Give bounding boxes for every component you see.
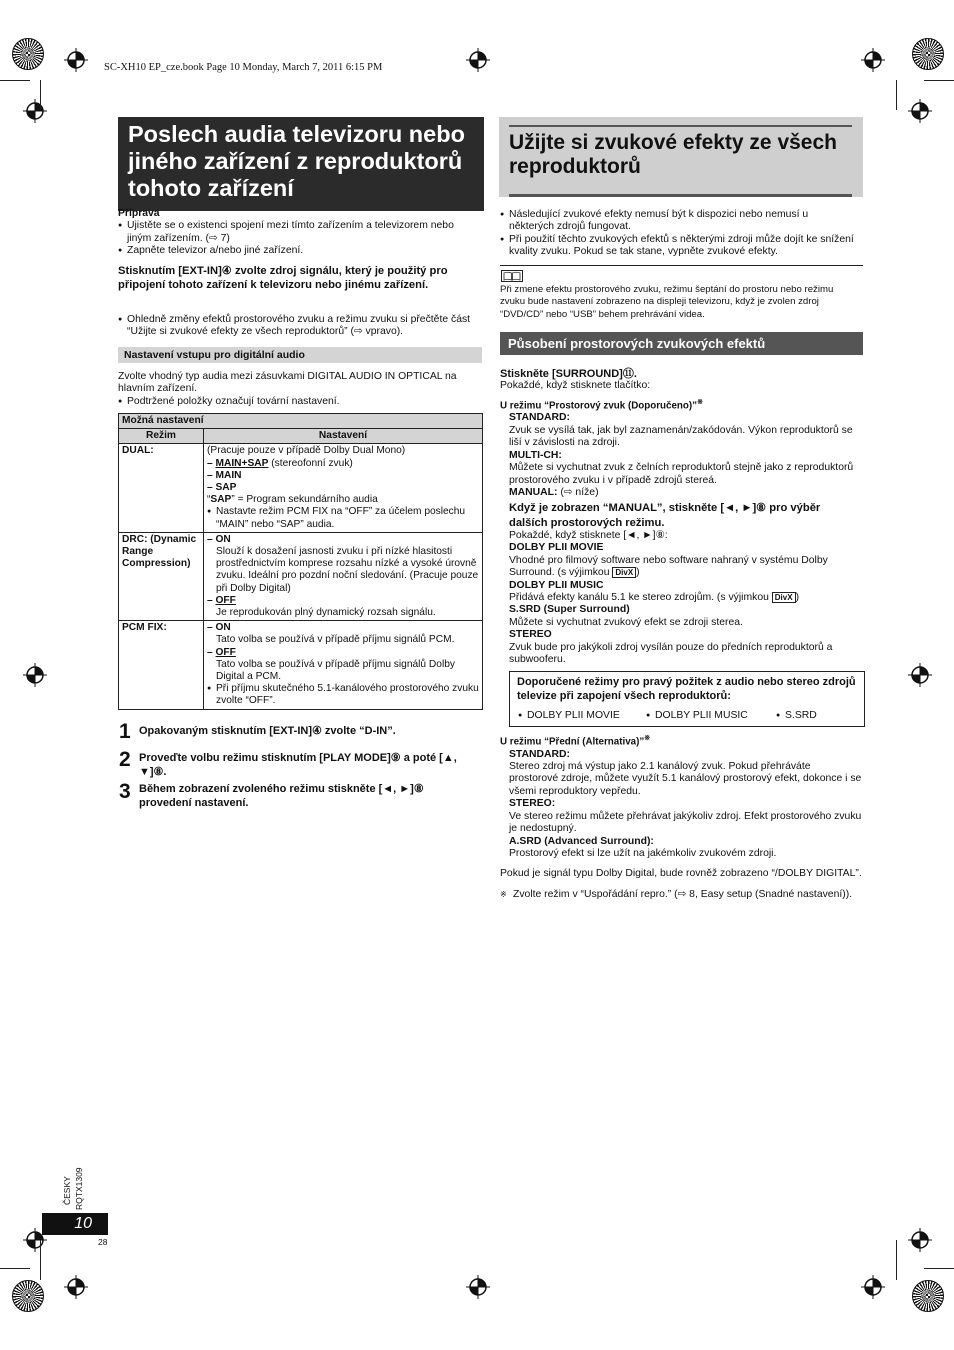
step-text: Během zobrazení zvoleného režimu stiskněte [◄, ►]⑧ provedení nastavení. (139, 783, 424, 809)
surround-sub: Pokaždé, když stisknete tlačítko: (500, 380, 651, 392)
registration-mark-icon (861, 48, 885, 72)
crop-line (40, 1240, 41, 1280)
note-text: Při zmene efektu prostorového zvuku, režimu šeptání do prostoru nebo režimu zvuku bude nastavení zobrazeno na displeji televizoru, když je zvolen zdroj “DVD/CD” nebo “USB” behem prehrávání videa. (500, 284, 834, 320)
effects-bar: Působení prostorových zvukových efektů (500, 332, 863, 355)
list-item: ● Následující zvukové efekty nemusí být k dispozici nebo nemusí u některých zdrojů fungovat. (500, 209, 855, 234)
standard-label: STANDARD: (509, 412, 570, 424)
registration-mark-icon (64, 1275, 88, 1299)
crop-line (896, 1240, 897, 1280)
manual-heading: Když je zobrazen “MANUAL”, stiskněte [◄, ►]⑧ pro výběr dalších prostorových režimu. (509, 502, 821, 529)
registration-mark-icon (908, 1228, 932, 1252)
drc-off: – OFF (207, 594, 236, 606)
divx-badge: DivX (612, 567, 636, 578)
multich-desc: Můžete si vychutnat zvuk z čelních reproduktorů stejně jako z reproduktorů prostorového zvuku i v případě zdrojů stereá. (509, 462, 854, 486)
step-number: 1 (119, 720, 131, 743)
mode-drc: DRC: (Dynamic Range Compression) (119, 532, 204, 620)
m2-stereo-label: STEREO: (509, 798, 556, 810)
m2-asrd-desc: Prostorový efekt si lze užít na jakémkoliv zvukovém zdroji. (509, 847, 777, 859)
mode2-section (500, 733, 862, 901)
table-row (119, 621, 483, 709)
ssrd-label: S.SRD (Super Surround) (509, 604, 630, 616)
box-item: ● S.SRD (776, 710, 817, 722)
dual-line: – SAP (207, 482, 237, 494)
step-text: Opakovaným stisknutím [EXT-IN]④ zvolte “D-IN”. (139, 725, 396, 737)
manual-line: MANUAL: (⇨ níže) (509, 486, 599, 498)
registration-mark-icon (23, 99, 47, 123)
mode1-heading: U režimu “Prostorový zvuk (Doporučeno)”※ (500, 398, 703, 412)
plii-music-desc: Přidává efekty kanálu 5.1 ke stereo zdrojům. (s výjimkou DivX ) (509, 592, 800, 604)
print-rosette-bottom-right (912, 1280, 944, 1312)
mode2-list (500, 749, 862, 861)
crop-line (924, 80, 954, 81)
mode-dual: DUAL: (119, 444, 204, 532)
col-mode-header: Režim (119, 429, 204, 444)
crop-line (0, 80, 30, 81)
box-item: ● DOLBY PLII MOVIE (518, 710, 620, 722)
registration-mark-icon (23, 663, 47, 687)
book-note-icon (501, 270, 523, 282)
pcm-off-desc: Tato volba se používá v případě příjmu signálů Dolby Digital a PCM. (216, 658, 455, 683)
dual-line: – MAIN (207, 469, 242, 481)
right-bullets (500, 209, 855, 259)
registration-mark-icon (861, 1275, 885, 1299)
table-row (119, 532, 483, 620)
registration-mark-icon (64, 48, 88, 72)
recommended-box (509, 671, 865, 727)
file-header: SC-XH10 EP_cze.book Page 10 Monday, March 7, 2011 6:15 PM (104, 62, 383, 73)
standard-desc: Zvuk se vysílá tak, jak byl zaznamenán/zakódován. Výkon reproduktorů se liší v závislosti na zdroji. (509, 424, 853, 449)
plii-movie-label: DOLBY PLII MOVIE (509, 542, 604, 554)
table-title: Možná nastavení (119, 414, 483, 429)
list-item: ● Při použití těchto zvukových efektů s některými zdroji může dojít ke snížení kvality zvuku. Pokud se tak stane, vypněte zvukové efekty. (500, 234, 855, 259)
page-title-left: Poslech audia televizoru nebo jiného zařízení z reproduktorů tohoto zařízení (118, 117, 484, 211)
dual-note: ● Nastavte režim PCM FIX na “OFF” za účelem poslechu “MAIN” nebo “SAP” audia. (207, 506, 479, 530)
registration-mark-icon (466, 1275, 490, 1299)
mode2-heading: U režimu “Přední (Alternativa)”※ (500, 735, 651, 748)
setting-drc (204, 532, 483, 620)
col-setting-header: Nastavení (204, 429, 483, 444)
setting-dual (204, 444, 483, 532)
print-rosette-bottom-left (12, 1280, 44, 1312)
plii-movie-desc: Vhodné pro filmový software nebo software nahraný v systému Dolby Surround. (s výjimkou DivX ) (509, 554, 828, 579)
box-item: ● DOLBY PLII MUSIC (646, 710, 748, 722)
registration-mark-icon (466, 48, 490, 72)
manual-sub: Pokaždé, když stisknete [◄, ►]⑧: (509, 530, 668, 541)
dual-line: “SAP” = Program sekundárního audia (207, 494, 378, 506)
pcm-on: – ON (207, 622, 231, 634)
step-text: Proveďte volbu režimu stisknutím [PLAY MODE]⑨ a poté [▲, ▼]⑧. (139, 752, 457, 778)
multich-label: MULTI-CH: (509, 449, 562, 461)
surround-heading: Stiskněte [SURROUND]⑪. (500, 368, 637, 380)
divider (500, 265, 863, 266)
surround-section (500, 368, 862, 499)
drc-on-desc: Slouží k dosažení jasnosti zvuku i při nízké hlasitosti prostřednictvím komprese rozsahu nízké a vysoké úrovně zvuku. Ideální pro pozdní noční sledování. (Pracuje pouze při Dolby Digital) (216, 546, 479, 594)
digital-audio-text (118, 371, 482, 408)
step-number: 3 (119, 780, 131, 803)
m2-stereo-desc: Ve stereo režimu můžete přehrávat jakýkoliv zdroj. Efekt prostorového zvuku je nedostupný. (509, 810, 862, 835)
page-title-right-box (499, 117, 863, 197)
plii-music-label: DOLBY PLII MUSIC (509, 579, 604, 591)
digital-note: ● Podtržené položky označují tovární nastavení. (118, 396, 482, 408)
digital-text: Zvolte vhodný typ audia mezi zásuvkami DIGITAL AUDIO IN OPTICAL na hlavním zařízení. (118, 371, 457, 395)
list-item: ● Zapněte televizor a/nebo jiné zařízení. (118, 245, 480, 257)
footnote: ※ Zvolte režim v “Uspořádání repro.” (⇨ 8, Easy setup (Snadné nastavení)). (500, 888, 853, 900)
side-language: ČESKY (62, 1176, 72, 1205)
pcm-note: ● Při příjmu skutečného 5.1-kanálového prostorového zvuku zvolte “OFF”. (207, 683, 479, 707)
stereo-label: STEREO (509, 629, 552, 641)
crop-line (896, 80, 897, 110)
manual-list (509, 530, 861, 666)
pcm-on-desc: Tato volba se používá v případě příjmu signálů PCM. (216, 634, 455, 646)
crop-line (924, 1268, 954, 1269)
crop-line (40, 80, 41, 110)
divx-badge: DivX (772, 592, 796, 603)
print-rosette-top-right (912, 38, 944, 70)
priprava-section (118, 208, 480, 258)
step-number: 2 (119, 748, 131, 771)
dual-line: – MAIN+SAP (stereofonní zvuk) (207, 457, 353, 469)
footnote-mark: ※ (644, 735, 651, 742)
setting-pcm (204, 621, 483, 709)
print-rosette-top-left (12, 38, 44, 70)
m2-asrd-label: A.SRD (Advanced Surround): (509, 835, 654, 847)
sheet-number: 28 (98, 1237, 108, 1247)
registration-mark-icon (908, 99, 932, 123)
side-code: RQTX1309 (74, 1167, 84, 1210)
list-item: ● Ujistěte se o existenci spojení mezi tímto zařízením a televizorem nebo jiným zařízením. (⇨ 7) (118, 220, 480, 245)
dolby-note: Pokud je signál typu Dolby Digital, bude rovněž zobrazeno “/DOLBY DIGITAL”. (500, 868, 862, 880)
settings-table (118, 413, 483, 710)
note-item: ● Ohledně změny efektů prostorového zvuku a režimu zvuku si přečtěte část “Užijte si zvukové efekty ze všech reproduktorů” (⇨ vpravo). (118, 314, 480, 339)
ssrd-desc: Můžete si vychutnat zvukový efekt se zdroji stereа. (509, 616, 743, 628)
digital-audio-bar: Nastavení vstupu pro digitální audio (118, 347, 482, 363)
box-heading: Doporučené režimy pro pravý požitek z audio nebo stereo zdrojů televize při zapojení všech reproduktorů: (517, 676, 856, 702)
m2-standard-desc: Stereo zdroj má výstup jako 2.1 kanálový zvuk. Pokud přehráváte prostorové zdroje, můžete využít 5.1 kanálový prostorový efekt, dokonce i se všemi reproduktory vepředu. (509, 761, 862, 797)
registration-mark-icon (908, 663, 932, 687)
table-row (119, 444, 483, 532)
drc-off-desc: Je reprodukován plný dynamický rozsah signálu. (216, 607, 436, 619)
instruction-heading: Stisknutím [EXT-IN]④ zvolte zdroj signálu, který je použitý pro připojení tohoto zařízení k televizoru nebo jinému zařízení. (118, 265, 448, 291)
footnote-mark: ※ (697, 398, 703, 406)
stereo-desc: Zvuk bude pro jakýkoli zdroj vysílán pouze do předních reproduktorů a subwooferu. (509, 641, 833, 666)
pcm-off: – OFF (207, 646, 236, 658)
drc-on: – ON (207, 533, 231, 545)
page-number: 10 (42, 1213, 108, 1235)
mode1-list (500, 412, 862, 499)
priprava-heading: Příprava (118, 208, 160, 219)
page-title-right: Užijte si zvukové efekty ze všech reproduktorů (509, 125, 852, 197)
crop-line (0, 1268, 30, 1269)
mode-pcm: PCM FIX: (119, 621, 204, 709)
dual-line: (Pracuje pouze v případě Dolby Dual Mono) (207, 445, 406, 457)
m2-standard-label: STANDARD: (509, 748, 570, 760)
